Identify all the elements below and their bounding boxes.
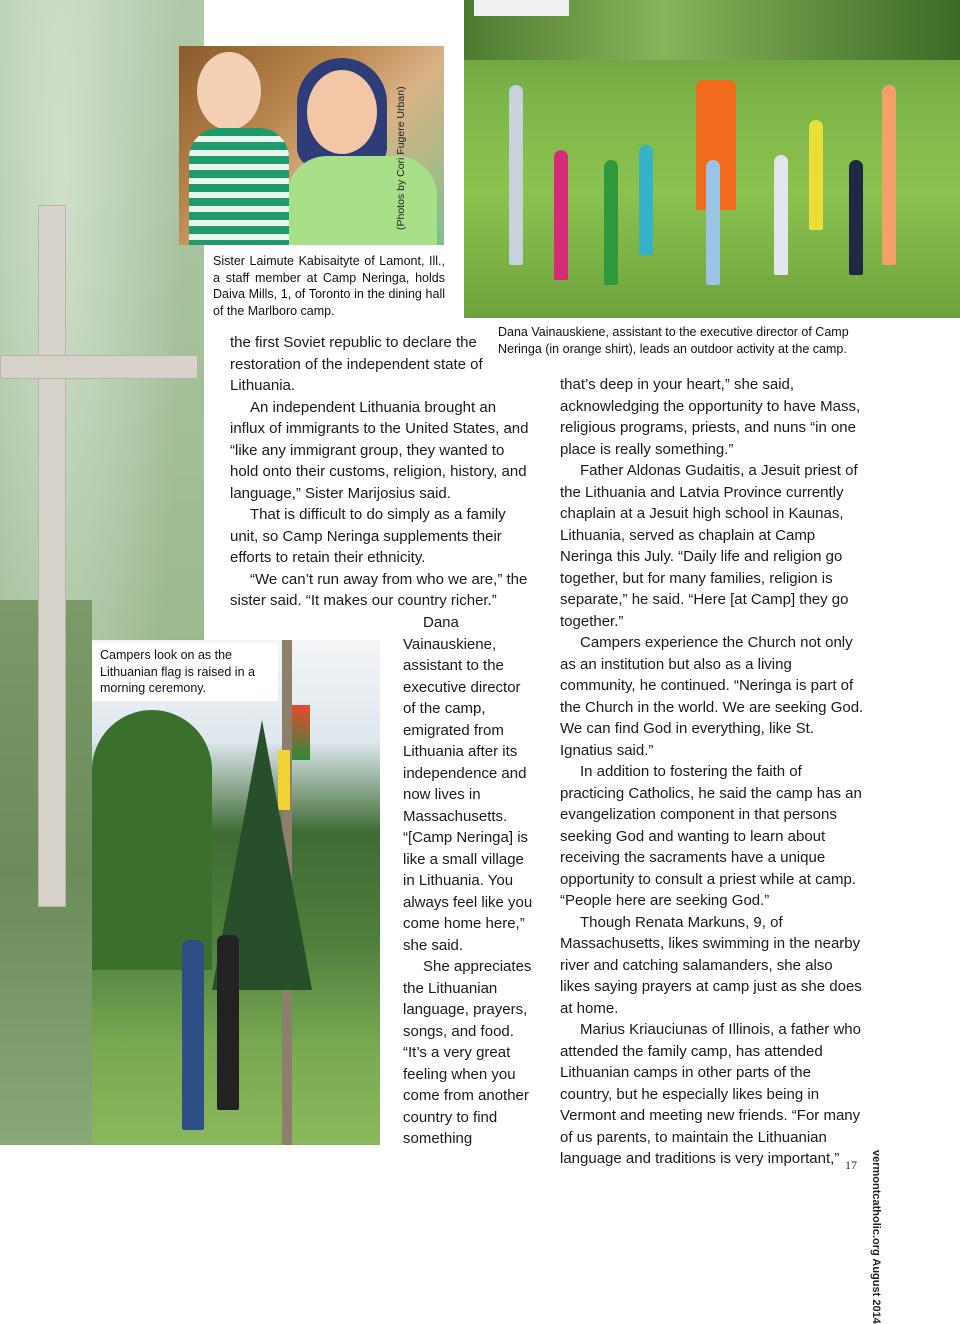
wooden-cross-post: [38, 205, 66, 907]
photo-credit: (Photos by Cori Fugere Urban): [395, 86, 407, 230]
caption-flag-photo: Campers look on as the Lithuanian flag is raised in a morning ceremony.: [92, 643, 278, 701]
paragraph: that’s deep in your heart,” she said, acknowledging the opportunity to have Mass, religious programs, priests, and nuns “in one place is really something.”: [560, 376, 861, 458]
paragraph: That is difficult to do simply as a family unit, so Camp Neringa supplements their efforts to retain their ethnicity.: [230, 506, 506, 566]
wooden-cross-beam: [0, 355, 198, 379]
side-footer-url-date: vermontcatholic.org August 2014: [870, 1150, 882, 1324]
paragraph: “We can’t run away from who we are,” the sister said. “It makes our country richer.”: [230, 570, 528, 609]
paragraph: Marius Kriauciunas of Illinois, a father who attended the family camp, has attended Lithuanian camps in other parts of the country, but he especially likes being in Vermont and meeting new friends. “For many of us parents, to maintain the Lithuanian language and traditions is very important,”: [560, 1021, 861, 1167]
caption-circle-photo: Dana Vainauskiene, assistant to the executive director of Camp Neringa (in orange shirt), leads an outdoor activity at the camp.: [498, 325, 849, 356]
caption-nun-photo: Sister Laimute Kabisaityte of Lamont, Ill., a staff member at Camp Neringa, holds Daiva Mills, 1, of Toronto in the dining hall of the Marlboro camp.: [213, 254, 445, 318]
paragraph: An independent Lithuania brought an influx of immigrants to the United States, and “like any immigrant group, they wanted to hold onto their customs, religion, history, and language,” Sister Marijosius said.: [230, 398, 529, 502]
photo-campers-circle: [464, 0, 960, 318]
article-left-column: [230, 332, 535, 612]
paragraph: In addition to fostering the faith of practicing Catholics, he said the camp has an evangelization component in that persons seeking God and wanting to learn about receiving the sacraments have a unique opportunity to consult a priest while at camp. “People here are seeking God.”: [560, 763, 862, 909]
page-number: 17: [845, 1158, 857, 1172]
paragraph: Father Aldonas Gudaitis, a Jesuit priest of the Lithuania and Latvia Province currently chaplain at a Jesuit high school in Kaunas, Lithuania, served as chaplain at Camp Neringa this July. “Daily life and religion go together, but for many families, religion is separate,” he said. “Here [at Camp] they go together.”: [560, 462, 858, 630]
article-right-column: [560, 374, 865, 1170]
photo-flag-raising: [92, 640, 380, 1145]
paragraph: the first Soviet republic to declare the restoration of the independent state of Lithuania.: [230, 334, 483, 394]
paragraph: She appreciates the Lithuanian language, prayers, songs, and food. “It’s a very great feeling when you come from another country to find something: [403, 958, 532, 1147]
paragraph: Though Renata Markuns, 9, of Massachusetts, likes swimming in the nearby river and catching salamanders, she also likes saying prayers at camp just as she does at home.: [560, 913, 862, 1017]
article-narrow-column: [403, 612, 533, 1150]
paragraph: Campers experience the Church not only as an institution but also as a living community, he continued. “Neringa is part of the Church in the world. We are seeking God. We can find God in everything, like St. Ignatius said.”: [560, 634, 864, 759]
paragraph: Dana Vainauskiene, assistant to the executive director of the camp, emigrated from Lithuania after its independence and now lives in Massachusetts. “[Camp Neringa] is like a small village in Lithuania. You always feel like you come home here,” she said.: [403, 614, 533, 954]
